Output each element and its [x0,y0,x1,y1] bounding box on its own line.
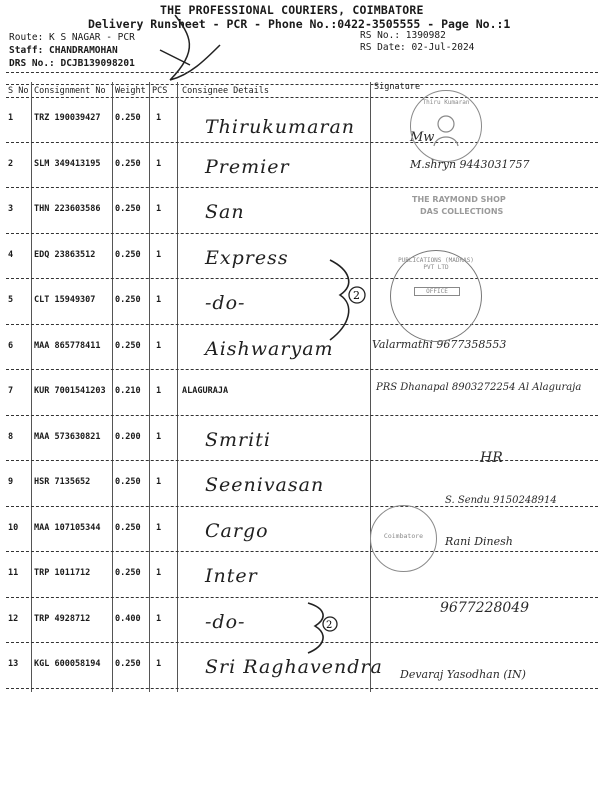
row-consignee-details: ALAGURAJA [182,386,229,396]
row-weight: 0.250 [115,113,141,123]
row-divider [6,278,598,279]
row-divider [6,142,598,143]
shop-stamp-line1: THE RAYMOND SHOP [412,195,506,204]
row-divider [6,233,598,234]
row-consignment-no: MAA 107105344 [34,522,101,533]
row-pcs: 1 [156,522,162,533]
handwritten-consignee-name: -do- [205,292,246,314]
row-pcs: 1 [156,568,162,578]
row-sno: 2 [8,158,14,169]
handwritten-consignee-name: Aishwaryam [205,337,334,360]
column-rule [177,82,178,692]
col-header-pcs: PCS [152,86,168,96]
handwritten-consignee-name: Sri Raghavendra [205,656,383,678]
row-pcs: 1 [156,204,162,214]
row-pcs: 1 [156,386,162,396]
row-weight: 0.210 [115,386,141,396]
row-divider [6,187,598,188]
row-sno: 3 [8,204,14,214]
row-weight: 0.400 [115,613,141,624]
row-pcs: 1 [156,158,162,169]
rs-number: RS No.: 1390982 [360,30,446,41]
column-rule [149,82,150,692]
row-consignment-no: MAA 865778411 [34,340,101,351]
col-header-consignment: Consignment No [34,86,106,96]
handwritten-consignee-name: Premier [205,155,290,178]
stamp-text: Coimbatore [383,532,424,540]
row-pcs: 1 [156,249,162,260]
row-weight: 0.250 [115,204,141,214]
handwritten-consignee-name: Seenivasan [205,474,325,496]
handwritten-consignee-name: Smriti [205,428,271,451]
row-sno: 10 [8,522,19,533]
row-pcs: 1 [156,477,162,487]
publications-round-stamp: PUBLICATIONS (MADRAS) PVT LTD OFFICE [390,250,482,342]
row-weight: 0.250 [115,477,141,487]
row-weight: 0.250 [115,340,141,351]
row-weight: 0.200 [115,431,141,442]
row-sno: 8 [8,431,14,442]
row-sno: 12 [8,613,19,624]
receiver-signature: Rani Dinesh [445,535,513,548]
row-weight: 0.250 [115,522,141,533]
receiver-signature: 9677228049 [440,600,530,616]
bracket-mark [300,598,360,658]
col-header-signature: Signature [374,82,421,92]
round-stamp [410,90,482,162]
handwritten-consignee-name: -do- [205,610,246,633]
receiver-signature: Devaraj Yasodhan (IN) [400,668,526,681]
row-sno: 5 [8,295,14,305]
row-weight: 0.250 [115,295,141,305]
rs-date: RS Date: 02-Jul-2024 [360,42,475,53]
receiver-signature: S. Sendu 9150248914 [445,495,557,506]
row-divider [6,688,598,689]
bracket-count: 2 [353,289,360,302]
drs-number: DRS No.: DCJB139098201 [9,58,135,69]
receiver-signature: Valarmathi 9677358553 [372,338,507,351]
handwritten-consignee-name: Thirukumaran [205,116,356,138]
bracket-count: 2 [326,620,333,631]
handwritten-consignee-name: Express [205,246,289,269]
row-consignment-no: KUR 7001541203 [34,386,106,396]
row-sno: 1 [8,113,14,123]
row-consignment-no: TRP 1011712 [34,568,91,578]
runsheet-subtitle: Delivery Runsheet - PCR - Phone No.:0422-3505555 - Page No.:1 [88,17,511,31]
row-pcs: 1 [156,340,162,351]
divider [6,84,598,85]
row-consignment-no: TRP 4928712 [34,613,91,624]
row-sno: 4 [8,249,14,260]
deity-image-icon [426,108,466,148]
row-sno: 11 [8,568,19,578]
col-header-sno: S No [8,86,29,96]
row-consignment-no: THN 223603586 [34,204,101,214]
row-weight: 0.250 [115,568,141,578]
stamp-text: PUBLICATIONS (MADRAS) PVT LTD [398,257,474,271]
row-divider [6,369,598,370]
receiver-signature: HR [480,450,503,466]
row-sno: 9 [8,477,14,487]
row-divider [6,551,598,552]
row-weight: 0.250 [115,158,141,169]
row-sno: 7 [8,386,14,396]
col-header-weight: Weight [115,86,146,96]
row-consignment-no: SLM 349413195 [34,158,101,169]
shop-stamp-line2: DAS COLLECTIONS [420,207,504,216]
receiver-signature: M.shryn 9443031757 [410,158,530,171]
bracket-mark [320,255,380,345]
column-rule [112,82,113,692]
row-consignment-no: TRZ 190039427 [34,113,101,123]
handwritten-consignee-name: Cargo [205,519,269,542]
row-pcs: 1 [156,659,162,669]
staff-label: Staff: CHANDRAMOHAN [9,45,118,56]
row-divider [6,460,598,461]
receiver-signature: Mw [410,130,435,145]
col-header-consignee: Consignee Details [182,86,269,96]
runsheet-company-title: THE PROFESSIONAL COURIERS, COIMBATORE [160,3,424,17]
row-pcs: 1 [156,295,162,305]
row-consignment-no: CLT 15949307 [34,295,96,305]
row-sno: 6 [8,340,14,351]
receiver-signature: PRS Dhanapal 8903272254 Al Alaguraja [376,382,582,393]
row-consignment-no: EDQ 23863512 [34,249,96,260]
row-consignment-no: KGL 600058194 [34,659,101,669]
row-pcs: 1 [156,113,162,123]
handwritten-consignee-name: San [205,201,245,223]
route-label: Route: K S NAGAR - PCR [9,32,135,43]
row-consignment-no: HSR 7135652 [34,477,91,487]
header-pen-scribble [150,5,300,90]
row-pcs: 1 [156,613,162,624]
row-weight: 0.250 [115,659,141,669]
column-rule [31,82,32,692]
stamp-text: Thiru Kumaran [422,99,470,106]
divider [6,97,598,98]
row-sno: 13 [8,659,19,669]
row-divider [6,324,598,325]
row-consignment-no: MAA 573630821 [34,431,101,442]
coimbatore-stamp [370,505,437,572]
column-rule [370,82,371,692]
row-weight: 0.250 [115,249,141,260]
row-pcs: 1 [156,431,162,442]
divider [6,72,598,73]
handwritten-consignee-name: Inter [205,565,258,587]
row-divider [6,415,598,416]
